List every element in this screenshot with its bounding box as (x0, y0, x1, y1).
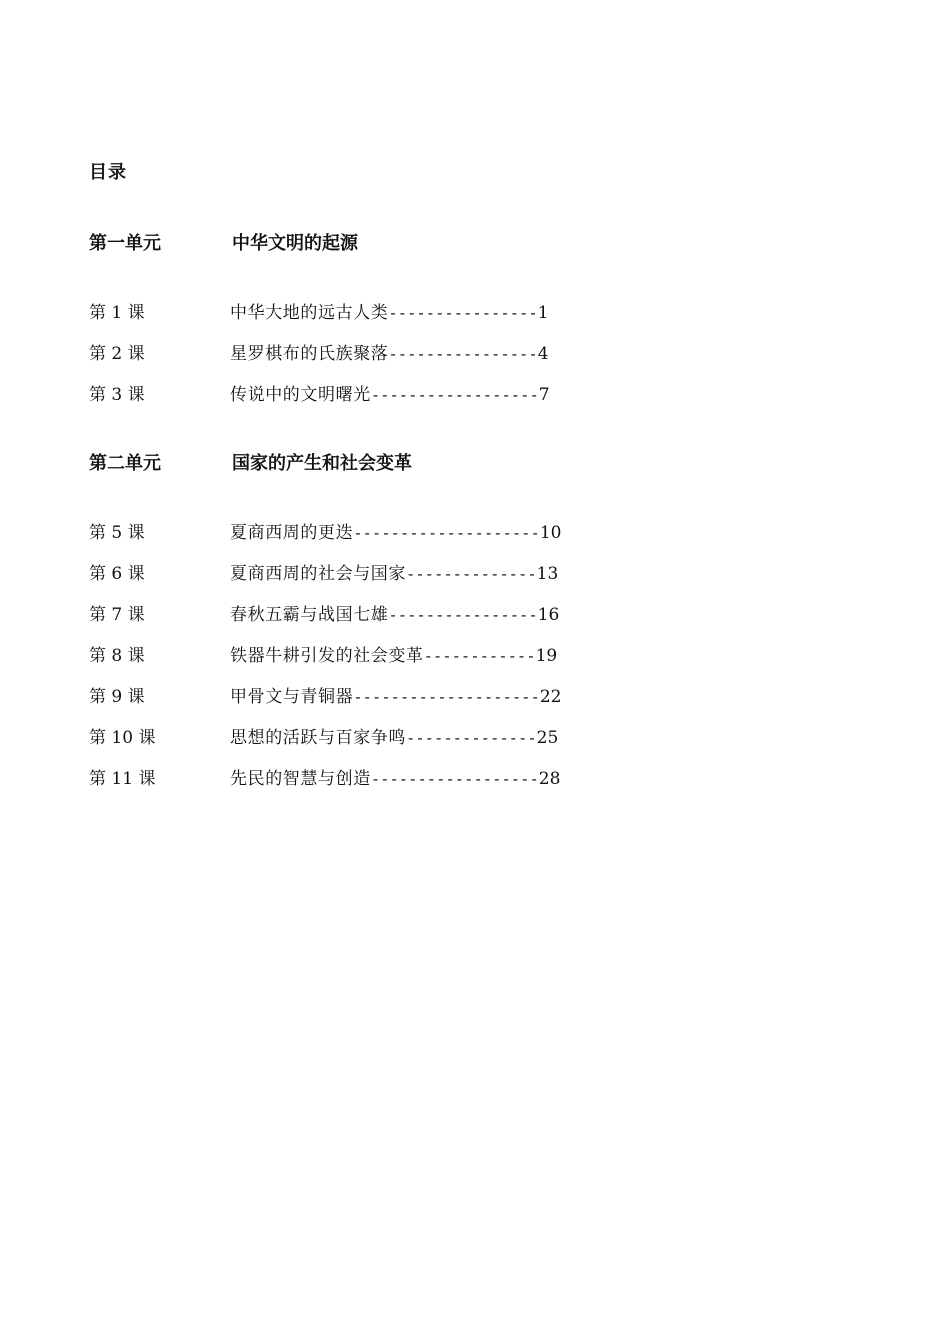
lesson-entry-text (230, 561, 558, 587)
page-number: 7 (538, 385, 550, 405)
page-number: 10 (539, 523, 562, 543)
page-number: 4 (537, 344, 549, 364)
page-number: 13 (536, 564, 559, 584)
dot-leader: -------------- (406, 729, 537, 747)
lesson-title: 春秋五霸与战国七雄 (230, 605, 389, 625)
lesson-entry-text (230, 341, 549, 367)
dot-leader: -------------- (406, 565, 537, 583)
lesson-title: 星罗棋布的氏族聚落 (230, 344, 389, 364)
lesson-entry-text (230, 300, 549, 326)
dot-leader: ------------------ (370, 770, 539, 788)
lesson-entry-text (230, 382, 550, 408)
toc-title: 目录 (89, 162, 127, 183)
lesson-entry-text (230, 643, 557, 669)
lesson-number: 第 11 课 (89, 769, 156, 789)
lesson-title: 传说中的文明曙光 (230, 385, 371, 405)
page-number: 28 (538, 769, 561, 789)
page-number: 19 (535, 646, 558, 666)
lesson-entry-text (230, 766, 560, 792)
lesson-number: 第 1 课 (89, 303, 145, 323)
lesson-number: 第 7 课 (89, 605, 145, 625)
page-number: 22 (539, 687, 562, 707)
dot-leader: ------------------ (370, 386, 539, 404)
dot-leader: ------------ (423, 647, 536, 665)
dot-leader: ---------------- (388, 304, 538, 322)
lesson-number: 第 5 课 (89, 523, 145, 543)
lesson-title: 夏商西周的社会与国家 (230, 564, 406, 584)
lesson-title: 夏商西周的更迭 (230, 523, 354, 543)
unit-name: 国家的产生和社会变革 (232, 453, 412, 474)
unit-number: 第一单元 (89, 233, 161, 254)
lesson-entry-text (230, 602, 559, 628)
lesson-title: 甲骨文与青铜器 (230, 687, 354, 707)
dot-leader: ---------------- (388, 345, 538, 363)
lesson-title: 铁器牛耕引发的社会变革 (230, 646, 424, 666)
lesson-entry-text (230, 520, 561, 546)
lesson-number: 第 8 课 (89, 646, 145, 666)
lesson-title: 先民的智慧与创造 (230, 769, 371, 789)
page-number: 16 (537, 605, 560, 625)
page-number: 25 (536, 728, 559, 748)
dot-leader: -------------------- (353, 524, 540, 542)
lesson-entry-text (230, 684, 561, 710)
unit-number: 第二单元 (89, 453, 161, 474)
page-number: 1 (537, 303, 549, 323)
lesson-number: 第 3 课 (89, 385, 145, 405)
lesson-number: 第 6 课 (89, 564, 145, 584)
lesson-entry-text (230, 725, 558, 751)
dot-leader: ---------------- (388, 606, 538, 624)
lesson-title: 思想的活跃与百家争鸣 (230, 728, 406, 748)
lesson-number: 第 2 课 (89, 344, 145, 364)
lesson-number: 第 9 课 (89, 687, 145, 707)
lesson-number: 第 10 课 (89, 728, 156, 748)
lesson-title: 中华大地的远古人类 (230, 303, 389, 323)
dot-leader: -------------------- (353, 688, 540, 706)
unit-name: 中华文明的起源 (232, 233, 358, 254)
